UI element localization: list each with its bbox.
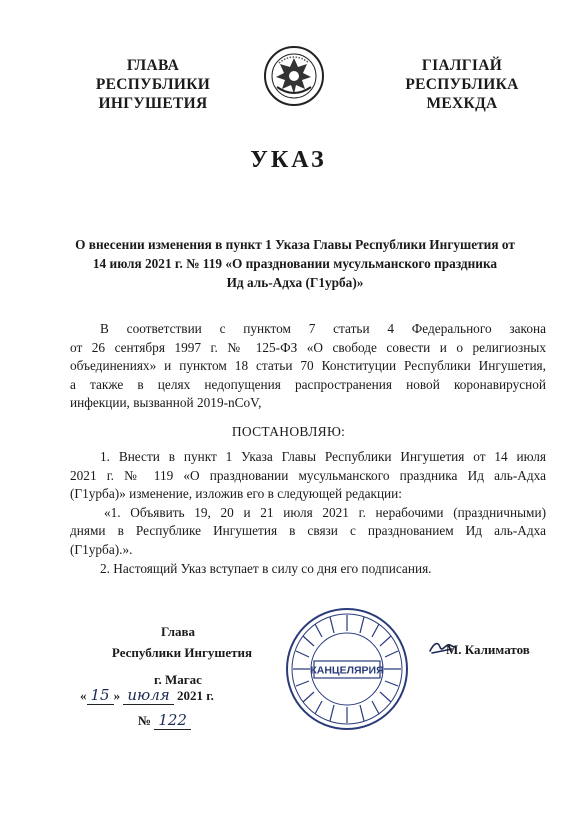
date-year: 2021 г. xyxy=(176,688,214,703)
quote-line: днями в Республике Ингушетия в связи с празднованием Ид аль-Адха xyxy=(70,523,546,539)
preamble-line: В соответствии с пунктом 7 статьи 4 Федерального закона xyxy=(100,321,546,336)
date-month: июля xyxy=(123,686,173,705)
decree-word: ПОСТАНОВЛЯЮ: xyxy=(231,424,346,439)
header-right-line: МЕХКДА xyxy=(426,95,498,112)
office-seal-stamp xyxy=(284,606,410,732)
document-title-line: О внесении изменения в пункт 1 Указа Главы Республики Ингушетия от xyxy=(75,237,515,252)
seal-label: КАНЦЕЛЯРИЯ xyxy=(310,664,384,677)
header-right-title xyxy=(387,56,537,113)
date-prefix: « xyxy=(80,688,87,703)
document-type: УКАЗ xyxy=(250,147,327,173)
quote-line: «1. Объявить 19, 20 и 21 июля 2021 г. нерабочими (праздничными) xyxy=(104,504,546,520)
signer-position: Республики Ингушетия xyxy=(111,645,253,660)
number-prefix: № xyxy=(138,713,152,728)
preamble-line: объединениях» и пунктом 18 статьи 70 Конституции Республики Ингушетия, xyxy=(70,358,546,374)
preamble-line: а также в целях недопущения распространения новой коронавирусной xyxy=(70,376,546,392)
quote-line: (Г1урба).». xyxy=(70,541,133,557)
signing-place: г. Магас xyxy=(154,672,202,687)
header-left-line: ИНГУШЕТИЯ xyxy=(98,95,208,112)
date-mid: » xyxy=(113,688,121,703)
document-title xyxy=(60,235,530,292)
signer-name: М. Калиматов xyxy=(446,642,530,657)
item-1-line: 1. Внести в пункт 1 Указа Главы Республики Ингушетия от 14 июля xyxy=(100,449,546,464)
header-left-line: ГЛАВА xyxy=(126,57,180,74)
item-2-line: 2. Настоящий Указ вступает в силу со дня его подписания. xyxy=(100,560,432,576)
coat-of-arms-emblem-icon xyxy=(263,43,325,109)
signing-date xyxy=(80,686,214,705)
number-value: 122 xyxy=(154,711,191,730)
header-left-title xyxy=(78,56,228,113)
item-1-line: 2021 г. № 119 «О праздновании мусульманского праздника Ид аль-Адха xyxy=(70,467,546,483)
header-right-line: ГIАЛГIАЙ xyxy=(421,57,503,74)
preamble xyxy=(70,320,546,413)
date-day: 15 xyxy=(87,686,114,705)
item-1-line: (Г1урба)» изменение, изложив его в следующей редакции: xyxy=(70,486,402,502)
preamble-line: от 26 сентября 1997 г. № 125-ФЗ «О свободе совести и о религиозных xyxy=(70,339,546,355)
preamble-line: инфекции, вызванной 2019-nCoV, xyxy=(70,395,262,411)
header-left-line: РЕСПУБЛИКИ xyxy=(95,76,211,93)
header-right-line: РЕСПУБЛИКА xyxy=(405,76,519,93)
signer-position: Глава xyxy=(160,624,196,639)
document-title-line: Ид аль-Адха (Г1урба)» xyxy=(226,275,364,290)
decree-items xyxy=(70,448,546,578)
decree-number xyxy=(138,711,191,730)
document-title-line: 14 июля 2021 г. № 119 «О праздновании мусульманского праздника xyxy=(92,256,498,271)
